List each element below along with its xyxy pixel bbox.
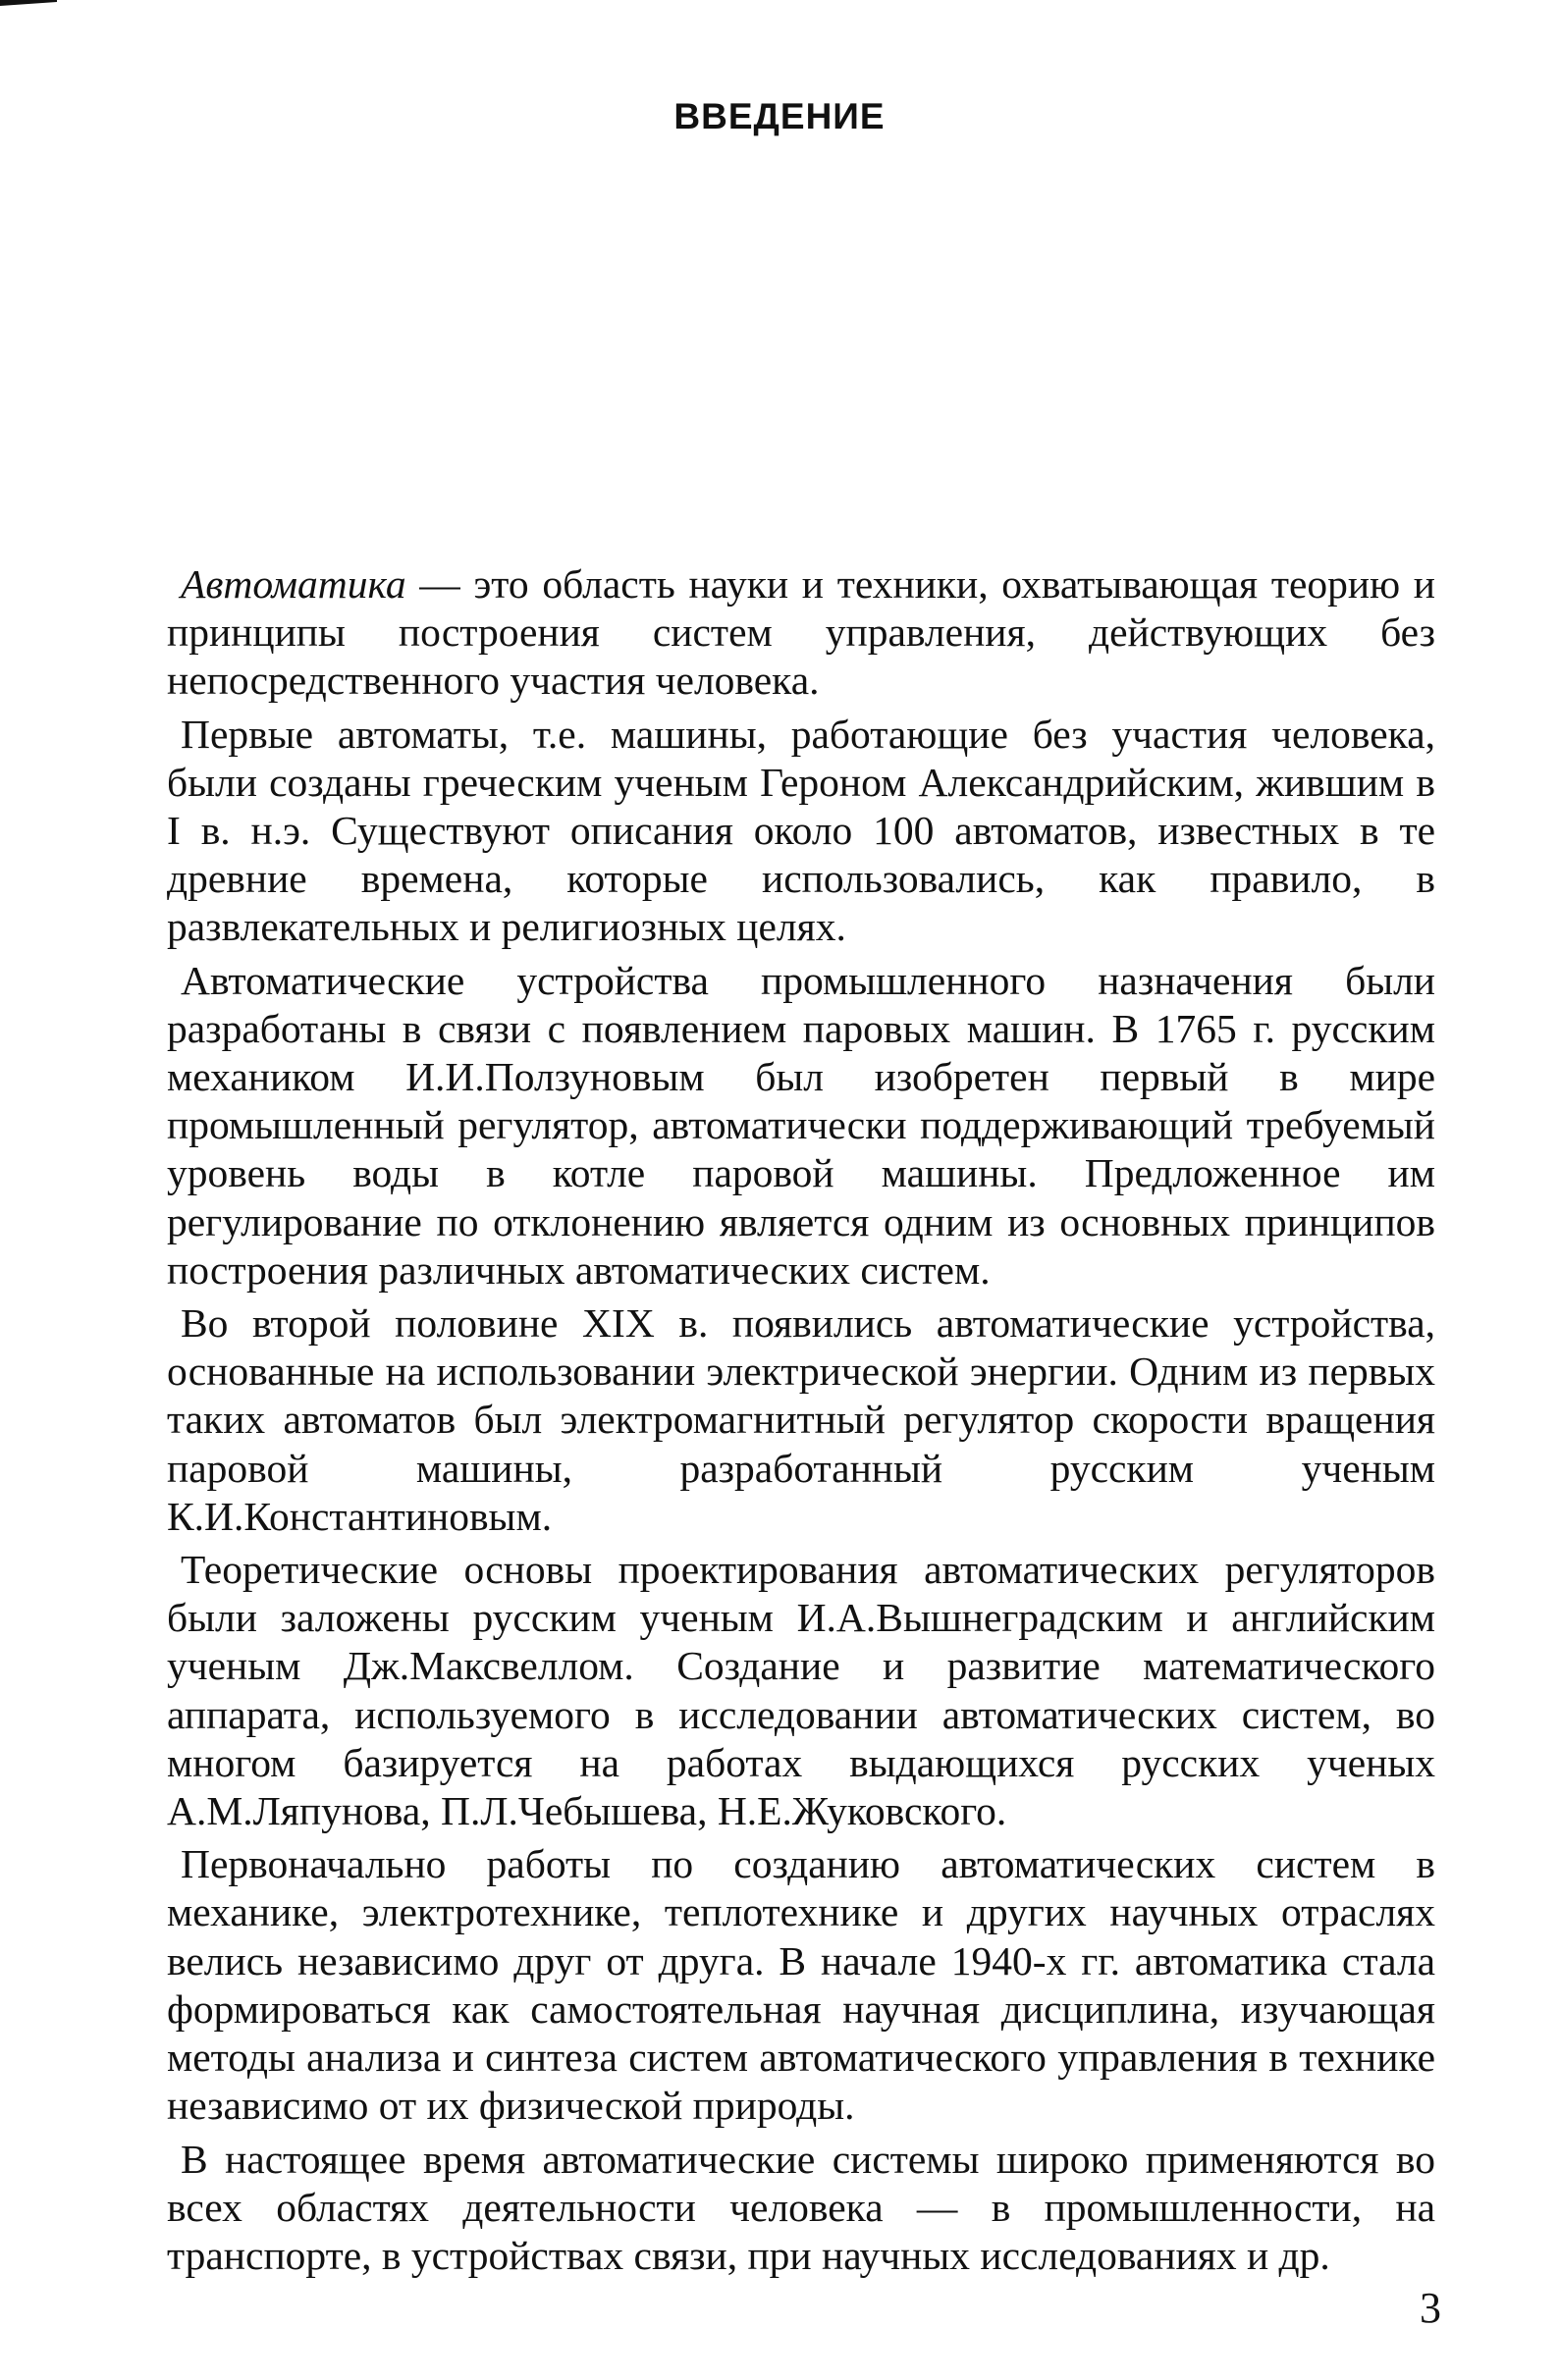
paragraph-1 bbox=[167, 560, 1435, 706]
paragraph-5: Теоретические основы проектирования автоматических регуляторов были заложены русским ученым И.А.Вышнеградским и английским ученым Дж.Максвеллом. Создание и развитие математического аппарата, используемого в исследовании автоматических систем, во многом базируется на работах выдающихся русских ученых А.М.Ляпунова, П.Л.Чебышева, Н.Е.Жуковского. bbox=[167, 1547, 1435, 1834]
chapter-heading: ВВЕДЕНИЕ bbox=[673, 96, 886, 136]
paragraph-1-text: — это область науки и техники, охватывающая теорию и принципы построения систем управления, действующих без непосредственного участия человека. bbox=[167, 561, 1435, 704]
paragraph-4: Во второй половине XIX в. появились автоматические устройства, основанные на использовании электрической энергии. Одним из первых таких автоматов был электромагнитный регулятор скорости вращения паровой машины, разработанный русским ученым К.И.Константиновым. bbox=[167, 1300, 1435, 1539]
body-text bbox=[167, 560, 1435, 2285]
paragraph-2: Первые автоматы, т.е. машины, работающие без участия человека, были созданы греческим ученым Героном Александрийским, жившим в I в. н.э. Существуют описания около 100 автоматов, известных в те древние времена, которые использовались, как правило, в развлекательных и религиозных целях. bbox=[167, 711, 1435, 950]
paragraph-6: Первоначально работы по созданию автоматических систем в механике, электротехнике, теплотехнике и других научных отраслях велись независимо друг от друга. В начале 1940-х гг. автоматика стала формироваться как самостоятельная научная дисциплина, изучающая методы анализа и синтеза систем автоматического управления в технике независимо от их физической природы. bbox=[167, 1841, 1435, 2129]
scan-corner-mark bbox=[0, 0, 57, 6]
paragraph-3: Автоматические устройства промышленного назначения были разработаны в связи с появлением паровых машин. В 1765 г. русским механиком И.И.Ползуновым был изобретен первый в мире промышленный регулятор, автоматически поддерживающий требуемый уровень воды в котле паровой машины. Предложенное им регулирование по отклонению является одним из основных принципов построения различных автоматических систем. bbox=[167, 957, 1435, 1293]
paragraph-7: В настоящее время автоматические системы широко применяются во всех областях деятельности человека — в промышленности, на транспорте, в устройствах связи, при научных исследованиях и др. bbox=[167, 2136, 1435, 2278]
defined-term: Автоматика bbox=[181, 561, 406, 607]
page-number: 3 bbox=[1420, 2284, 1441, 2332]
